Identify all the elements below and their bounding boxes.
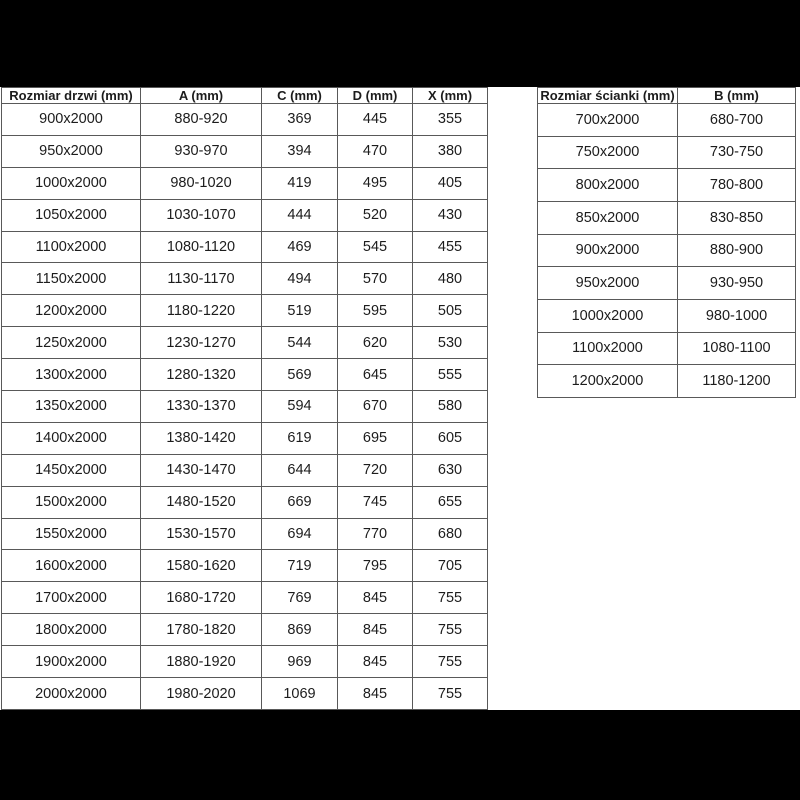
table-cell: 519: [262, 295, 338, 327]
table-cell: 969: [262, 646, 338, 678]
table-cell: 1069: [262, 678, 338, 710]
table-cell: 620: [338, 327, 413, 359]
table-cell: 1800x2000: [2, 614, 141, 646]
table-cell: 700x2000: [538, 104, 678, 137]
table-cell: 1000x2000: [538, 299, 678, 332]
table-cell: 745: [338, 486, 413, 518]
table-cell: 495: [338, 167, 413, 199]
table-cell: 1180-1200: [678, 365, 796, 398]
table-cell: 369: [262, 104, 338, 136]
table-cell: 1100x2000: [2, 231, 141, 263]
table-row: [2, 391, 488, 423]
table-cell: 1030-1070: [141, 199, 262, 231]
table-row: [538, 234, 796, 267]
table-row: [2, 263, 488, 295]
table-cell: 1300x2000: [2, 359, 141, 391]
table-cell: 1080-1120: [141, 231, 262, 263]
table-row: [2, 518, 488, 550]
table-cell: 719: [262, 550, 338, 582]
table-cell: 1880-1920: [141, 646, 262, 678]
table-cell: 520: [338, 199, 413, 231]
table-cell: 505: [413, 295, 488, 327]
table-cell: 1480-1520: [141, 486, 262, 518]
table-row: [2, 327, 488, 359]
table-cell: 930-970: [141, 135, 262, 167]
table-cell: 800x2000: [538, 169, 678, 202]
table-cell: 980-1020: [141, 167, 262, 199]
table-cell: 594: [262, 391, 338, 423]
table-cell: 845: [338, 678, 413, 710]
table-cell: 644: [262, 454, 338, 486]
table-row: [538, 169, 796, 202]
table-cell: 605: [413, 422, 488, 454]
table-row: [538, 332, 796, 365]
table-cell: 1980-2020: [141, 678, 262, 710]
column-header: Rozmiar drzwi (mm): [2, 88, 141, 104]
table-cell: 850x2000: [538, 201, 678, 234]
table-cell: 1280-1320: [141, 359, 262, 391]
table-cell: 2000x2000: [2, 678, 141, 710]
table-cell: 705: [413, 550, 488, 582]
door-size-table: [1, 87, 488, 710]
table-cell: 755: [413, 582, 488, 614]
table-cell: 419: [262, 167, 338, 199]
wall-size-table: [537, 87, 796, 398]
table-cell: 830-850: [678, 201, 796, 234]
table-row: [538, 136, 796, 169]
table-cell: 1330-1370: [141, 391, 262, 423]
table-cell: 1180-1220: [141, 295, 262, 327]
table-cell: 930-950: [678, 267, 796, 300]
table-cell: 545: [338, 231, 413, 263]
table-cell: 1100x2000: [538, 332, 678, 365]
table-row: [2, 295, 488, 327]
table-cell: 630: [413, 454, 488, 486]
table-cell: 555: [413, 359, 488, 391]
table-cell: 750x2000: [538, 136, 678, 169]
table-cell: 1400x2000: [2, 422, 141, 454]
table-row: [2, 199, 488, 231]
table-cell: 1450x2000: [2, 454, 141, 486]
table-cell: 845: [338, 582, 413, 614]
table-cell: 1550x2000: [2, 518, 141, 550]
table-cell: 1350x2000: [2, 391, 141, 423]
table-cell: 845: [338, 646, 413, 678]
column-header: X (mm): [413, 88, 488, 104]
table-cell: 380: [413, 135, 488, 167]
table-cell: 1230-1270: [141, 327, 262, 359]
table-row: [2, 454, 488, 486]
table-cell: 755: [413, 614, 488, 646]
table-row: [538, 104, 796, 137]
table-cell: 1580-1620: [141, 550, 262, 582]
table-cell: 1130-1170: [141, 263, 262, 295]
table-cell: 730-750: [678, 136, 796, 169]
table-cell: 569: [262, 359, 338, 391]
table-row: [538, 365, 796, 398]
table-row: [2, 486, 488, 518]
table-cell: 1050x2000: [2, 199, 141, 231]
table-cell: 670: [338, 391, 413, 423]
table-cell: 444: [262, 199, 338, 231]
table-cell: 950x2000: [538, 267, 678, 300]
header-row: [538, 88, 796, 104]
table-cell: 1200x2000: [538, 365, 678, 398]
table-cell: 1500x2000: [2, 486, 141, 518]
table-row: [2, 231, 488, 263]
table-cell: 669: [262, 486, 338, 518]
table-cell: 570: [338, 263, 413, 295]
table-cell: 695: [338, 422, 413, 454]
table-cell: 769: [262, 582, 338, 614]
table-row: [538, 299, 796, 332]
table-cell: 755: [413, 678, 488, 710]
table-cell: 655: [413, 486, 488, 518]
table-cell: 1080-1100: [678, 332, 796, 365]
table-cell: 880-900: [678, 234, 796, 267]
table-cell: 755: [413, 646, 488, 678]
table-cell: 595: [338, 295, 413, 327]
table-cell: 455: [413, 231, 488, 263]
table-cell: 795: [338, 550, 413, 582]
table-row: [2, 167, 488, 199]
table-row: [538, 201, 796, 234]
table-cell: 445: [338, 104, 413, 136]
column-header: B (mm): [678, 88, 796, 104]
table-cell: 950x2000: [2, 135, 141, 167]
table-cell: 494: [262, 263, 338, 295]
table-cell: 645: [338, 359, 413, 391]
table-row: [538, 267, 796, 300]
header-row: [2, 88, 488, 104]
table-cell: 394: [262, 135, 338, 167]
column-header: A (mm): [141, 88, 262, 104]
table-cell: 770: [338, 518, 413, 550]
table-cell: 900x2000: [2, 104, 141, 136]
table-row: [2, 582, 488, 614]
column-header: D (mm): [338, 88, 413, 104]
table-cell: 780-800: [678, 169, 796, 202]
table-cell: 470: [338, 135, 413, 167]
table-cell: 1000x2000: [2, 167, 141, 199]
column-header: Rozmiar ścianki (mm): [538, 88, 678, 104]
column-header: C (mm): [262, 88, 338, 104]
table-cell: 880-920: [141, 104, 262, 136]
table-cell: 544: [262, 327, 338, 359]
table-cell: 1250x2000: [2, 327, 141, 359]
table-row: [2, 422, 488, 454]
table-cell: 530: [413, 327, 488, 359]
table-cell: 1200x2000: [2, 295, 141, 327]
table-cell: 619: [262, 422, 338, 454]
table-row: [2, 678, 488, 710]
table-cell: 845: [338, 614, 413, 646]
table-cell: 1150x2000: [2, 263, 141, 295]
table-cell: 900x2000: [538, 234, 678, 267]
content-band: [0, 87, 800, 710]
table-row: [2, 614, 488, 646]
table-cell: 869: [262, 614, 338, 646]
table-cell: 694: [262, 518, 338, 550]
table-row: [2, 104, 488, 136]
table-cell: 480: [413, 263, 488, 295]
table-cell: 680: [413, 518, 488, 550]
table-cell: 1530-1570: [141, 518, 262, 550]
table-cell: 355: [413, 104, 488, 136]
table-cell: 405: [413, 167, 488, 199]
table-cell: 1900x2000: [2, 646, 141, 678]
table-cell: 1780-1820: [141, 614, 262, 646]
table-cell: 430: [413, 199, 488, 231]
table-cell: 1430-1470: [141, 454, 262, 486]
table-cell: 980-1000: [678, 299, 796, 332]
table-cell: 1600x2000: [2, 550, 141, 582]
table-row: [2, 646, 488, 678]
table-cell: 469: [262, 231, 338, 263]
table-cell: 1380-1420: [141, 422, 262, 454]
table-cell: 580: [413, 391, 488, 423]
table-row: [2, 550, 488, 582]
table-cell: 1700x2000: [2, 582, 141, 614]
table-row: [2, 135, 488, 167]
table-cell: 720: [338, 454, 413, 486]
table-cell: 680-700: [678, 104, 796, 137]
table-cell: 1680-1720: [141, 582, 262, 614]
table-row: [2, 359, 488, 391]
